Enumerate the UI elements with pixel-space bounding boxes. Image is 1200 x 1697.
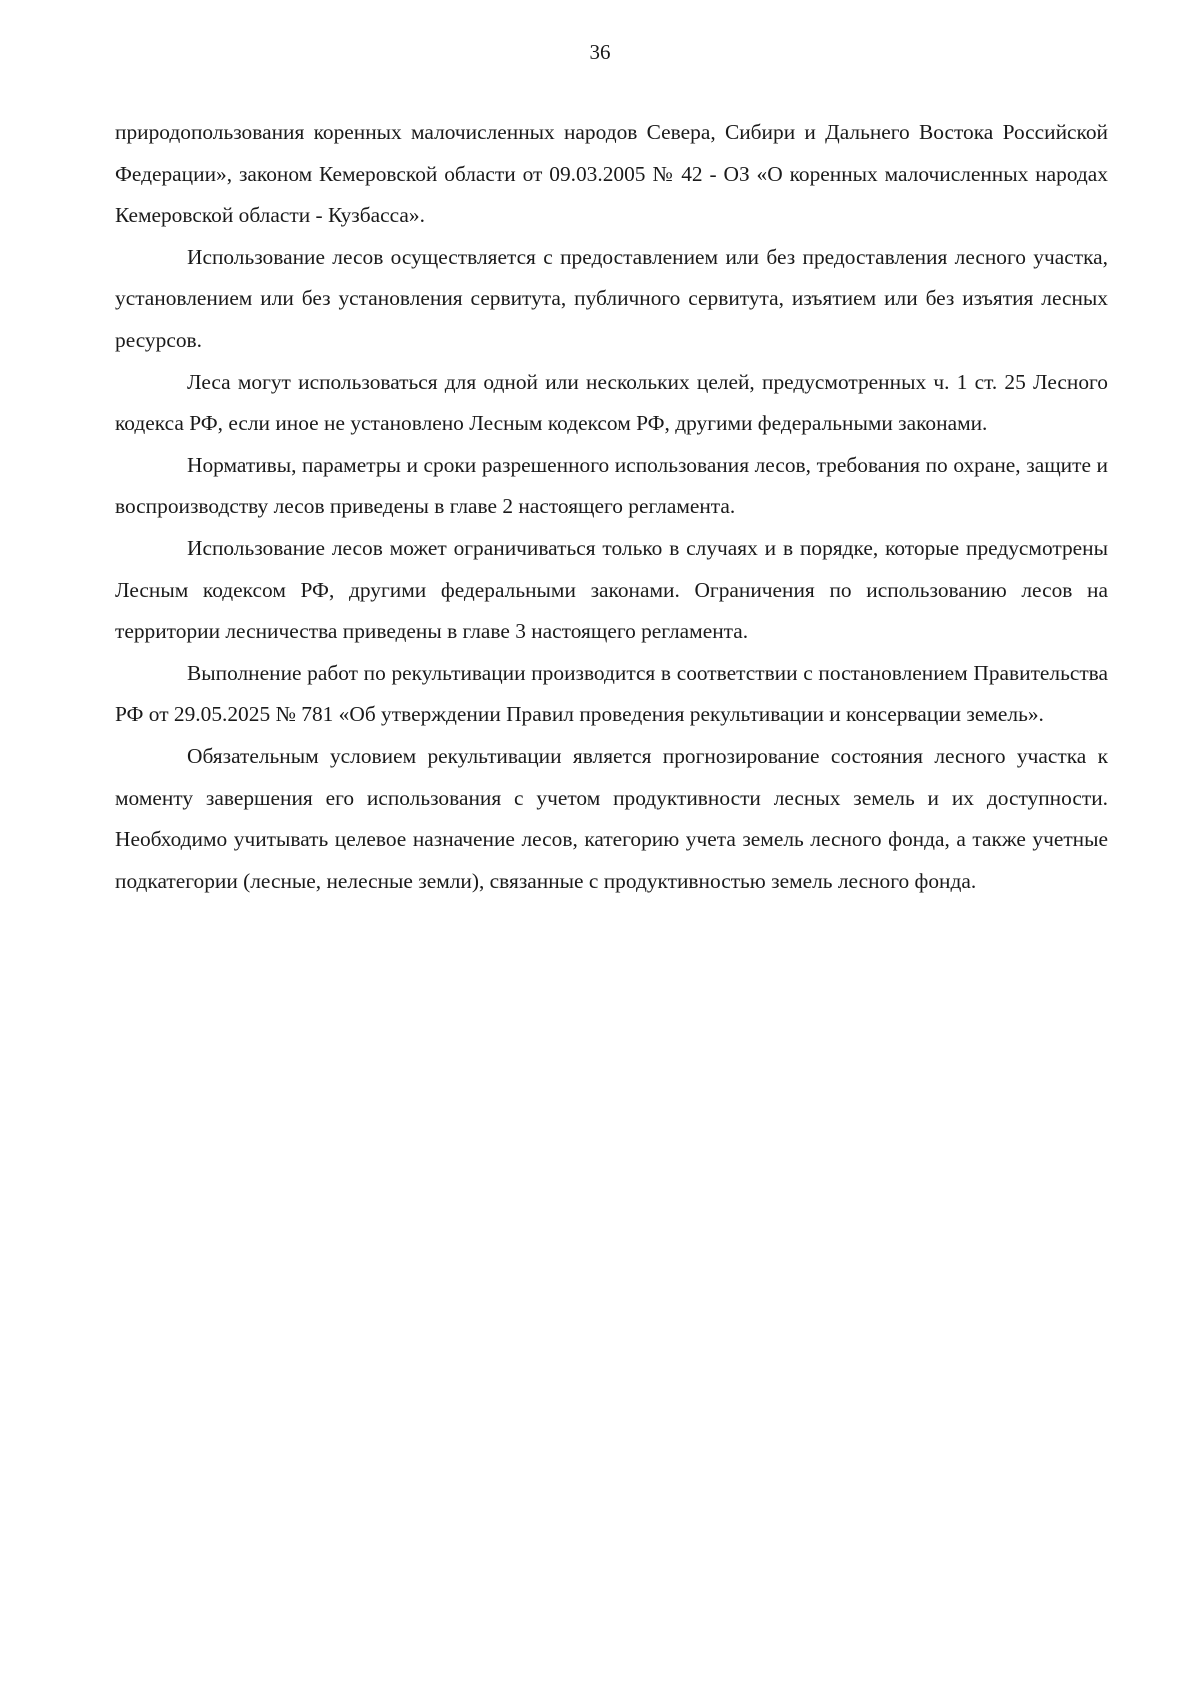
paragraph-recultivation-works: Выполнение работ по рекультивации производится в соответствии с постановлением Правительства РФ от 29.05.2025 № 781 «Об утверждении Правил проведения рекультивации и консервации земель».: [115, 660, 1108, 727]
paragraph-continuation: природопользования коренных малочисленных народов Севера, Сибири и Дальнего Востока Российской Федерации», законом Кемеровской области от 09.03.2005 № 42 - ОЗ «О коренных малочисленных народах Кемеровской области - Кузбасса».: [115, 120, 1108, 228]
paragraph-standards-reference: Нормативы, параметры и сроки разрешенного использования лесов, требования по охране, защите и воспроизводству лесов приведены в главе 2 настоящего регламента.: [115, 452, 1108, 519]
paragraph-use-restrictions: Использование лесов может ограничиваться только в случаях и в порядке, которые предусмотрены Лесным кодексом РФ, другими федеральными законами. Ограничения по использованию лесов на территории лесничества приведены в главе 3 настоящего регламента.: [115, 535, 1108, 644]
paragraph-recultivation-condition: Обязательным условием рекультивации является прогнозирование состояния лесного участка к моменту завершения его использования с учетом продуктивности лесных земель и их доступности. Необходимо учитывать целевое назначение лесов, категорию учета земель лесного фонда, а также учетные подкатегории (лесные, нелесные земли), связанные с продуктивностью земель лесного фонда.: [115, 743, 1108, 893]
document-body: [115, 112, 1108, 902]
paragraph-forest-use-purposes: Леса могут использоваться для одной или нескольких целей, предусмотренных ч. 1 ст. 25 Лесного кодекса РФ, если иное не установлено Лесным кодексом РФ, другими федеральными законами.: [115, 369, 1108, 436]
page-number: 36: [589, 40, 611, 64]
paragraph-forest-use-methods: Использование лесов осуществляется с предоставлением или без предоставления лесного участка, установлением или без установления сервитута, публичного сервитута, изъятием или без изъятия лесных ресурсов.: [115, 244, 1108, 352]
